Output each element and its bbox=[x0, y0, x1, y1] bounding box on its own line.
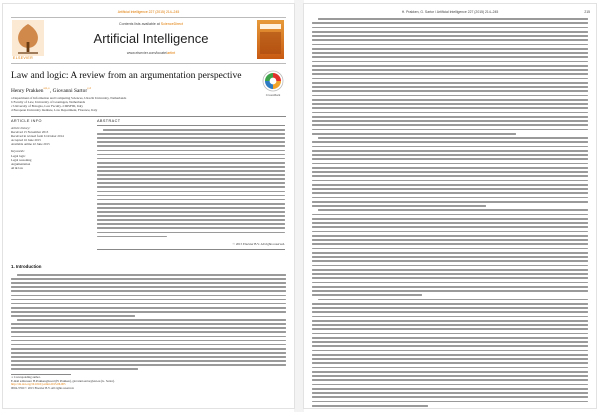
footnote: E-mail addresses: H.Prakken@uu.nl (H. Prakken), giovanni.sartor@eui.eu (G. Sartor). bbox=[11, 378, 115, 383]
text-line bbox=[11, 311, 286, 313]
text-line bbox=[97, 195, 285, 197]
text-line bbox=[312, 375, 588, 377]
crossmark-icon[interactable] bbox=[262, 70, 284, 92]
section-heading: 1. Introduction bbox=[11, 264, 42, 269]
divider bbox=[97, 249, 285, 250]
journal-url-prefix: www.elsevier.com/locate/ bbox=[126, 51, 168, 55]
text-line bbox=[11, 282, 286, 284]
text-line bbox=[11, 331, 286, 333]
text-line bbox=[11, 368, 138, 370]
text-line bbox=[312, 146, 588, 148]
text-line bbox=[318, 137, 588, 139]
text-line bbox=[312, 141, 588, 143]
text-line bbox=[312, 184, 588, 186]
text-line bbox=[312, 328, 588, 330]
affiliation: a Department of Information and Computing Sciences, Utrecht University, Netherlands bbox=[11, 96, 127, 100]
text-line bbox=[17, 274, 286, 276]
text-line bbox=[312, 286, 588, 288]
text-line bbox=[312, 316, 588, 318]
text-line bbox=[312, 171, 588, 173]
text-line bbox=[97, 227, 285, 229]
text-line bbox=[97, 232, 285, 234]
journal-url-link[interactable]: artint bbox=[167, 51, 176, 55]
text-line bbox=[97, 158, 285, 160]
contents-line bbox=[51, 22, 251, 26]
text-line bbox=[312, 44, 588, 46]
text-line bbox=[103, 129, 285, 131]
text-line bbox=[97, 141, 285, 143]
text-line bbox=[97, 174, 285, 176]
text-line bbox=[97, 150, 285, 152]
text-line bbox=[312, 362, 588, 364]
text-line bbox=[312, 35, 588, 37]
text-line bbox=[97, 203, 285, 205]
journal-title: Artificial Intelligence bbox=[93, 31, 209, 46]
text-line bbox=[318, 299, 588, 301]
text-line bbox=[17, 319, 286, 321]
text-line bbox=[11, 286, 286, 288]
running-head-left: Artificial Intelligence 227 (2015) 214–245 bbox=[117, 10, 180, 14]
text-line bbox=[312, 22, 588, 24]
text-line bbox=[11, 360, 286, 362]
text-line bbox=[312, 129, 588, 131]
text-line bbox=[312, 320, 588, 322]
text-line bbox=[312, 107, 588, 109]
text-line bbox=[312, 158, 588, 160]
text-line bbox=[11, 356, 286, 358]
affiliation: b Faculty of Law, University of Groningen, Netherlands bbox=[11, 100, 86, 105]
article-info bbox=[11, 126, 91, 170]
footnotes bbox=[11, 376, 286, 391]
text-line bbox=[97, 154, 285, 156]
text-line bbox=[312, 358, 588, 360]
text-line bbox=[312, 82, 588, 84]
text-line bbox=[312, 384, 588, 386]
text-line bbox=[312, 201, 588, 203]
author-list: Henry Prakken$^{a,b,∗}$, Giovanni Sartor$^{c,d}$ bbox=[11, 86, 91, 94]
text-line bbox=[312, 260, 588, 262]
text-line bbox=[312, 311, 588, 313]
text-line bbox=[312, 205, 486, 207]
text-line bbox=[11, 364, 286, 366]
text-line bbox=[312, 120, 588, 122]
contents-line-prefix: Contents lists available at bbox=[119, 22, 160, 26]
affiliation: c University of Bologna, Law Faculty–CIRSFID, Italy bbox=[11, 104, 83, 109]
text-line bbox=[318, 209, 588, 211]
text-line bbox=[312, 405, 428, 407]
text-line bbox=[312, 69, 588, 71]
sciencedirect-link[interactable]: ScienceDirect bbox=[160, 22, 183, 26]
text-line bbox=[11, 303, 286, 305]
author-name[interactable]: Giovanni Sartor bbox=[52, 87, 88, 94]
text-line bbox=[97, 236, 167, 238]
article-history-header: Article history: bbox=[11, 126, 31, 130]
text-line bbox=[312, 265, 588, 267]
keyword: Argumentation bbox=[11, 161, 31, 166]
text-line bbox=[312, 124, 588, 126]
footnote: 0004-3702/© 2015 Elsevier B.V. All rights reserved. bbox=[11, 386, 75, 391]
text-line bbox=[11, 323, 286, 325]
text-line bbox=[312, 371, 588, 373]
keyword: Legal reasoning bbox=[11, 157, 32, 162]
history-entry: Received 15 November 2013 bbox=[11, 130, 49, 135]
text-line bbox=[312, 65, 588, 67]
text-line bbox=[11, 344, 286, 346]
text-line bbox=[312, 235, 588, 237]
text-line bbox=[97, 178, 285, 180]
copyright-notice: © 2015 Elsevier B.V. All rights reserved. bbox=[232, 242, 285, 246]
affiliation: d European University Institute, Law Department, Florence, Italy bbox=[11, 108, 98, 113]
text-line bbox=[312, 396, 588, 398]
text-line bbox=[11, 299, 286, 301]
text-line bbox=[312, 239, 588, 241]
text-line bbox=[312, 290, 588, 292]
text-line bbox=[312, 197, 588, 199]
text-line bbox=[97, 137, 285, 139]
text-line bbox=[312, 103, 588, 105]
text-line bbox=[312, 252, 588, 254]
text-line bbox=[312, 248, 588, 250]
text-line bbox=[312, 226, 588, 228]
text-line bbox=[97, 207, 285, 209]
text-line bbox=[312, 277, 588, 279]
text-line bbox=[11, 340, 286, 342]
text-line bbox=[97, 219, 285, 221]
text-line bbox=[11, 348, 286, 350]
history-entry: Accepted 16 June 2015 bbox=[11, 138, 41, 143]
text-line bbox=[312, 95, 588, 97]
text-line bbox=[312, 175, 588, 177]
text-line bbox=[312, 401, 588, 403]
text-line bbox=[312, 112, 588, 114]
text-line bbox=[312, 39, 588, 41]
text-line bbox=[97, 170, 285, 172]
page-gutter bbox=[294, 0, 304, 412]
text-line bbox=[11, 315, 135, 317]
text-line bbox=[312, 354, 588, 356]
text-line bbox=[97, 199, 285, 201]
journal-url bbox=[51, 51, 251, 55]
page-number: 215 bbox=[584, 10, 590, 14]
divider bbox=[97, 125, 285, 126]
running-head-right: H. Prakken, G. Sartor / Artificial Intelligence 227 (2015) 214–245 bbox=[401, 10, 499, 14]
text-line bbox=[11, 290, 286, 292]
history-entry: Available online 22 June 2015 bbox=[11, 142, 50, 147]
text-line bbox=[11, 278, 286, 280]
text-line bbox=[11, 336, 286, 338]
elsevier-tree-icon bbox=[12, 20, 44, 56]
text-line bbox=[318, 18, 588, 20]
text-line bbox=[312, 337, 588, 339]
text-line bbox=[312, 27, 588, 29]
text-line bbox=[312, 269, 588, 271]
text-line bbox=[97, 166, 285, 168]
text-line bbox=[312, 256, 588, 258]
affiliations bbox=[11, 96, 251, 112]
text-line bbox=[312, 116, 588, 118]
text-line bbox=[11, 352, 286, 354]
text-line bbox=[97, 186, 285, 188]
text-line bbox=[11, 307, 286, 309]
text-line bbox=[312, 231, 588, 233]
text-line bbox=[312, 78, 588, 80]
text-line bbox=[97, 133, 285, 135]
keyword: AI & law bbox=[11, 165, 24, 170]
text-line bbox=[97, 215, 285, 217]
text-line bbox=[312, 90, 588, 92]
history-entry: Received in revised form 6 October 2014 bbox=[11, 134, 64, 139]
text-line bbox=[312, 214, 588, 216]
text-line bbox=[312, 163, 588, 165]
text-line bbox=[97, 145, 285, 147]
text-line bbox=[312, 61, 588, 63]
text-line bbox=[312, 150, 588, 152]
text-line bbox=[11, 295, 286, 297]
text-line bbox=[312, 192, 588, 194]
article-title: Law and logic: A review from an argumentation perspective bbox=[11, 70, 242, 81]
text-line bbox=[312, 167, 588, 169]
text-line bbox=[312, 99, 588, 101]
publisher-name: ELSEVIER bbox=[13, 56, 33, 60]
text-line bbox=[312, 86, 588, 88]
text-line bbox=[97, 162, 285, 164]
text-line bbox=[312, 133, 516, 135]
footnote: ∗ Corresponding author. bbox=[11, 375, 41, 379]
text-line bbox=[312, 243, 588, 245]
text-line bbox=[312, 350, 588, 352]
text-line bbox=[312, 324, 588, 326]
text-line bbox=[97, 182, 285, 184]
text-line bbox=[312, 307, 588, 309]
author-affil-marks: c,d bbox=[87, 86, 91, 90]
text-line bbox=[312, 282, 588, 284]
journal-cover-thumbnail bbox=[257, 20, 284, 59]
text-line bbox=[312, 341, 588, 343]
left-page bbox=[3, 4, 294, 408]
text-line bbox=[312, 294, 422, 296]
text-line bbox=[312, 180, 588, 182]
text-line bbox=[97, 211, 285, 213]
journal-masthead bbox=[11, 17, 286, 64]
text-line bbox=[312, 345, 588, 347]
text-line bbox=[312, 392, 588, 394]
text-line bbox=[97, 223, 285, 225]
keyword: Legal logic bbox=[11, 153, 26, 158]
crossmark-label: CrossMark bbox=[265, 93, 281, 97]
text-line bbox=[312, 188, 588, 190]
author-affil-marks: a,b,∗ bbox=[43, 86, 50, 90]
text-line bbox=[312, 333, 588, 335]
text-line bbox=[312, 303, 588, 305]
author-name[interactable]: Henry Prakken bbox=[11, 87, 44, 94]
right-page bbox=[304, 4, 596, 408]
text-line bbox=[97, 191, 285, 193]
article-info-label: ARTICLE INFO bbox=[11, 119, 42, 123]
text-line bbox=[312, 273, 588, 275]
text-line bbox=[312, 222, 588, 224]
text-line bbox=[312, 52, 588, 54]
text-line bbox=[312, 379, 588, 381]
text-line bbox=[312, 73, 588, 75]
text-line bbox=[312, 367, 588, 369]
divider bbox=[11, 116, 286, 117]
text-line bbox=[312, 218, 588, 220]
text-line bbox=[11, 327, 286, 329]
text-line bbox=[312, 31, 588, 33]
text-line bbox=[312, 388, 588, 390]
keywords-header: Keywords: bbox=[11, 149, 25, 154]
text-line bbox=[312, 56, 588, 58]
abstract-label: ABSTRACT bbox=[97, 119, 121, 123]
doi-link[interactable]: http://dx.doi.org/10.1016/j.artint.2015.06.005 bbox=[11, 382, 66, 387]
text-line bbox=[312, 48, 588, 50]
text-line bbox=[312, 154, 588, 156]
